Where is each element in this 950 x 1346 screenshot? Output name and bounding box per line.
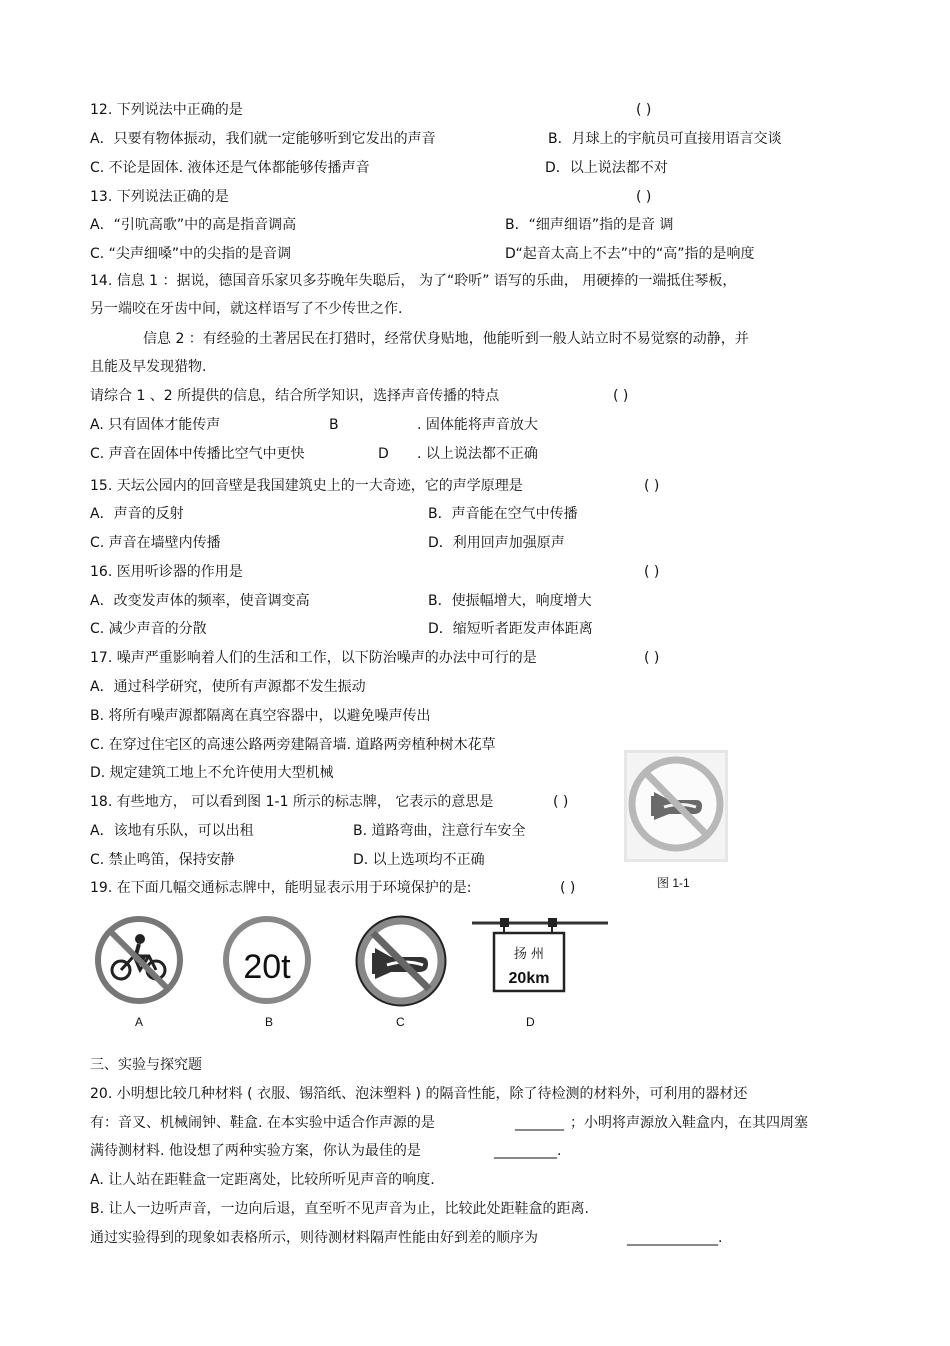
q14-option-c: C. 声音在固体中传播比空气中更快 [90, 446, 305, 462]
q14-info2-line1: 信息 2 ：有经验的土著居民在打猎时，经常伏身贴地，他能听到一般人站立时不易觉察的动静，并 [143, 331, 749, 347]
q12-option-b: B．月球上的宇航员可直接用语言交谈 [548, 131, 782, 147]
q20-blank-2: _________. [494, 1143, 562, 1159]
q20-option-b: B. 让人一边听声音，一边向后退，直至听不见声音为止，比较此处距鞋盒的距离. [90, 1201, 589, 1217]
q19-stem: 19. 在下面几幅交通标志牌中，能明显表示用于环境保护的是: [90, 880, 472, 896]
q14-option-d: . 以上说法都不正确 [417, 446, 538, 462]
weight-limit-text: 20t [243, 948, 291, 986]
q14-info1-line2: 另一端咬在牙齿中间，就这样语写了不少传世之作. [90, 301, 403, 317]
q15-option-c: C. 声音在墙壁内传播 [90, 535, 221, 551]
sign-label-d: D [526, 1015, 535, 1029]
q13-option-a: A．“引吭高歌”中的高是指音调高 [90, 217, 297, 233]
q14-stem: 请综合 1 、2 所提供的信息，结合所学知识，选择声音传播的特点 [90, 388, 500, 404]
q16-option-c: C. 减少声音的分散 [90, 621, 207, 637]
q16-stem: 16. 医用听诊器的作用是 [90, 564, 243, 580]
q14-option-b: . 固体能将声音放大 [417, 417, 538, 433]
q20-line-2-continued: ；小明将声源放入鞋盒内，在其四周塞 [570, 1115, 808, 1131]
q12-option-c: C. 不论是固体. 液体还是气体都能够传播声音 [90, 160, 370, 176]
q14-option-d-letter: D [378, 446, 389, 462]
q12-stem: 12. 下列说法中正确的是 [90, 102, 243, 118]
q20-line-2: 有：音叉、机械闹钟、鞋盒. 在本实验中适合作声源的是 [90, 1115, 435, 1131]
no-horn-sign [353, 913, 449, 1009]
q20-blank-3: _____________. [627, 1230, 723, 1246]
q20-line-3: 满待测材料. 他设想了两种实验方案，你认为最佳的是 [90, 1143, 421, 1159]
q13-option-d: D“起音太高上不去”中的“高”指的是响度 [505, 246, 755, 262]
q18-option-c: C. 禁止鸣笛，保持安静 [90, 852, 235, 868]
q20-blank-1: _______ [515, 1115, 564, 1131]
q20-option-a: A. 让人站在距鞋盒一定距离处，比较所听见声音的响度. [90, 1172, 435, 1188]
q14-info1-line1: 14. 信息 1 ：据说，德国音乐家贝多芬晚年失聪后， 为了“聆听” 语写的乐曲， 用硬捧的一端抵住琴板， [90, 273, 737, 289]
q14-option-a: A. 只有固体才能传声 [90, 417, 221, 433]
q16-option-d: D．缩短听者距发声体距离 [428, 621, 593, 637]
q14-option-b-letter: B [329, 417, 339, 433]
figure-1-1-caption: 图 1-1 [657, 876, 690, 890]
q14-answer-paren: ( ) [613, 388, 629, 404]
q14-info2-line2: 且能及早发现猎物. [90, 359, 207, 375]
q12-option-a: A．只要有物体振动，我们就一定能够听到它发出的声音 [90, 131, 436, 147]
q18-stem: 18. 有些地方， 可以看到图 1-1 所示的标志牌， 它表示的意思是 [90, 794, 494, 810]
distance-sign-city: 扬 州 [513, 947, 545, 962]
weight-limit-sign [222, 915, 312, 1005]
q12-option-d: D．以上说法都不对 [545, 160, 668, 176]
q17-option-c: C. 在穿过住宅区的高速公路两旁建隔音墙. 道路两旁植种树木花草 [90, 737, 496, 753]
q19-answer-paren: ( ) [560, 880, 576, 896]
q17-answer-paren: ( ) [644, 650, 660, 666]
no-horn-sign-figure [624, 750, 728, 862]
q15-answer-paren: ( ) [644, 478, 660, 494]
q17-option-d: D. 规定建筑工地上不允许使用大型机械 [90, 765, 334, 781]
q18-option-b: B. 道路弯曲，注意行车安全 [353, 823, 526, 839]
q13-answer-paren: ( ) [636, 189, 652, 205]
q16-option-a: A．改变发声体的频率，使音调变高 [90, 593, 310, 609]
q17-stem: 17. 噪声严重影响着人们的生活和工作，以下防治噪声的办法中可行的是 [90, 650, 537, 666]
q13-option-b: B．“细声细语”指的是音 调 [505, 217, 674, 233]
q16-option-b: B．使振幅增大，响度增大 [428, 593, 592, 609]
sign-label-c: C [396, 1015, 405, 1029]
q15-option-a: A．声音的反射 [90, 506, 184, 522]
q18-answer-paren: ( ) [553, 794, 569, 810]
distance-sign [472, 917, 608, 997]
q18-option-a: A．该地有乐队，可以出租 [90, 823, 254, 839]
section-3-title: 三、实验与探究题 [90, 1057, 202, 1073]
q13-stem: 13. 下列说法正确的是 [90, 189, 229, 205]
q15-option-d: D．利用回声加强原声 [428, 535, 565, 551]
q20-last-line: 通过实验得到的现象如表格所示，则待测材料隔声性能由好到差的顺序为 [90, 1230, 538, 1246]
q17-option-a: A．通过科学研究，使所有声源都不发生振动 [90, 679, 366, 695]
q18-option-d: D. 以上选项均不正确 [353, 852, 485, 868]
q17-option-b: B. 将所有噪声源都隔离在真空容器中，以避免噪声传出 [90, 708, 431, 724]
q15-stem: 15. 天坛公园内的回音壁是我国建筑史上的一大奇迹，它的声学原理是 [90, 478, 523, 494]
no-bicycle-sign [94, 915, 184, 1005]
q15-option-b: B．声音能在空气中传播 [428, 506, 578, 522]
q12-answer-paren: ( ) [636, 102, 652, 118]
sign-label-b: B [265, 1015, 274, 1029]
q13-option-c: C. “尖声细嗓”中的尖指的是音调 [90, 246, 292, 262]
q16-answer-paren: ( ) [644, 564, 660, 580]
distance-sign-km: 20km [508, 970, 550, 987]
q20-line-1: 20. 小明想比较几种材料 ( 衣服、锡箔纸、泡沫塑料 ) 的隔音性能，除了待检测的材料外，可利用的器材还 [90, 1086, 748, 1102]
sign-label-a: A [135, 1015, 144, 1029]
